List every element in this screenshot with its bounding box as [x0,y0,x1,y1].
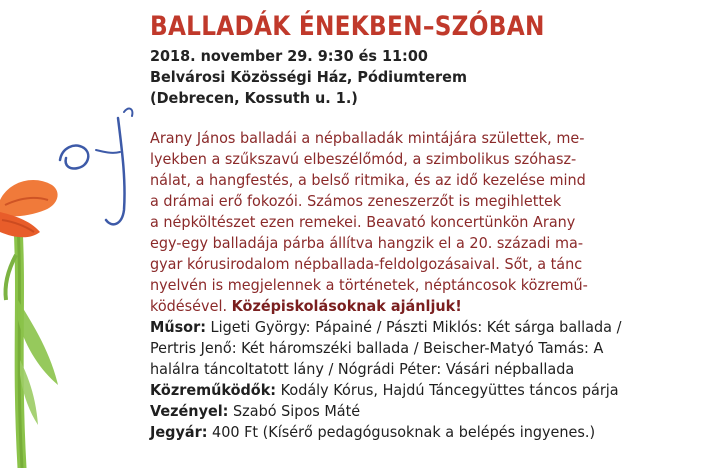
event-address: (Debrecen, Kossuth u. 1.) [150,89,358,107]
conductor-value: Szabó Sipos Máté [228,402,361,420]
program-line [150,317,660,338]
ticket-value: 400 Ft (Kísérő pedagógusoknak a belépés ingyenes.) [207,423,596,441]
description-line: a népköltészet ezen remekei. Beavató koncertünkön Arany [150,213,576,231]
description-line: lyekben a szűkszavú elbeszélőmód, a szimbolikus szóhasz- [150,150,577,168]
description-line: nálat, a hangfestés, a belső ritmika, és az idő kezelése mind [150,171,586,189]
event-date: 2018. november 29. 9:30 és 11:00 [150,47,428,65]
description-line: gyar kórusirodalom népballada-feldolgozásaival. Sőt, a tánc [150,255,583,273]
conductor-line [150,401,660,422]
description-line: a drámai erő fokozói. Számos zeneszerzőt is megihlettek [150,192,562,210]
event-card [150,10,698,443]
description-line: Arany János balladái a népballadák mintájára születtek, me- [150,129,585,147]
performers-value: Kodály Kórus, Hajdú Táncegyüttes táncos párja [276,381,619,399]
event-title: BALLADÁK ÉNEKBEN–SZÓBAN [150,11,545,42]
event-info [150,46,698,109]
description-line: nyelvén is megjelennek a történetek, néptáncosok közremű- [150,276,588,294]
ticket-label: Jegyár: [150,423,208,441]
description-last-line [150,296,660,317]
conductor-label: Vezényel: [150,402,229,420]
event-description [150,128,698,317]
description-line: egy-egy balladája párba állítva hangzik el a 20. századi ma- [150,234,584,252]
flower-illustration [0,0,150,468]
performers-line [150,380,660,401]
program-text: Ligeti György: Pápainé / Pászti Miklós: Két sárga ballada / [205,318,622,336]
description-line-start: ködésével. [150,297,232,315]
event-venue: Belvárosi Közösségi Ház, Pódiumterem [150,68,467,86]
recommendation: Középiskolásoknak ajánljuk! [231,297,462,315]
performers-label: Közreműködők: [150,381,277,399]
program-line: Pertris Jenő: Két háromszéki ballada / Beischer-Matyó Tamás: A [150,339,604,357]
ticket-line [150,422,660,443]
program-label: Műsor: [150,318,206,336]
program-line: halálra táncoltatott lány / Nógrádi Péter: Vásári népballada [150,360,575,378]
event-details [150,317,698,443]
